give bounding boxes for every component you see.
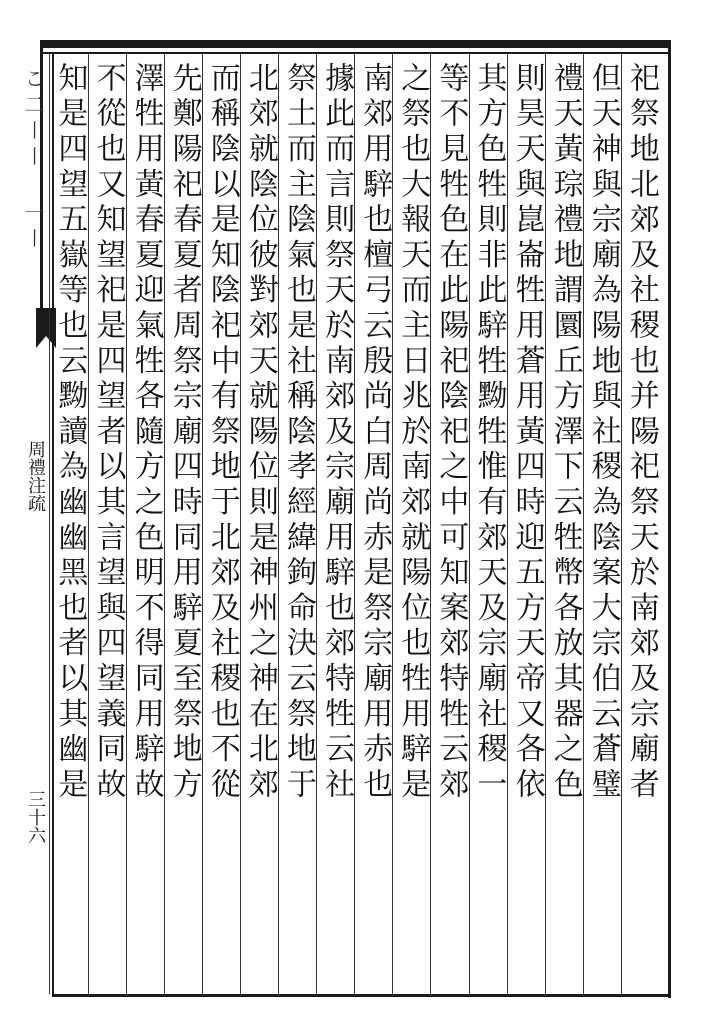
- text-column: 不從也又知望祀是四望者以其言望與四望義同故: [90, 62, 126, 804]
- text-column: 祭土而主陰氣也是社稱陰孝經緯鉤命決云祭地于: [281, 62, 316, 804]
- margin-page-number: 三十六: [25, 790, 46, 844]
- top-border: [40, 40, 670, 48]
- text-column: 先鄭陽祀春夏者周祭宗廟四時同用騂夏至祭地方: [166, 62, 202, 804]
- text-column: 南郊用騂也檀弓云殷尚白周尚赤是祭宗廟用赤也: [357, 62, 393, 804]
- text-column: 知是四望五嶽等也云黝讀為幽幽黑也者以其幽是: [52, 62, 88, 804]
- text-column: 之祭也大報天而主日兆於南郊就陽位也牲用騂是: [395, 62, 431, 804]
- text-column: 則昊天與崑崙牲用蒼用黃四時迎五方天帝又各依: [509, 62, 545, 804]
- text-column: 但天神與宗廟為陽地與社稷為陰案大宗伯云蒼璧: [585, 62, 621, 804]
- margin-top-marks: こ二〡〡 一〡: [21, 68, 45, 254]
- text-column: 據此而言則祭天於南郊及宗廟用騂也郊特牲云社: [319, 62, 355, 804]
- text-column: 而稱陰以是知陰祀中有祭地于北郊及社稷也不從: [204, 62, 240, 804]
- text-column: 北郊就陰位彼對郊天就陽位則是神州之神在北郊: [242, 62, 278, 804]
- bottom-border: [52, 994, 670, 997]
- margin-book-title: 周禮注疏: [25, 440, 46, 512]
- text-column: 澤牲用黃春夏迎氣牲各隨方之色明不得同用騂故: [128, 62, 164, 804]
- column-divider: [49, 54, 50, 994]
- text-column: 祀祭地北郊及社稷也并陽祀祭天於南郊及宗廟者: [623, 62, 659, 804]
- text-column: 等不見牲色在此陽祀陰祀之中可知案郊特牲云郊: [433, 62, 469, 804]
- right-border: [668, 40, 671, 998]
- text-column: 禮天黃琮禮地謂圜丘方澤下云牲幣各放其器之色: [547, 62, 583, 804]
- text-column: 其方色牲則非此騂牲黝牲惟有郊天及宗廟社稷一: [471, 62, 507, 804]
